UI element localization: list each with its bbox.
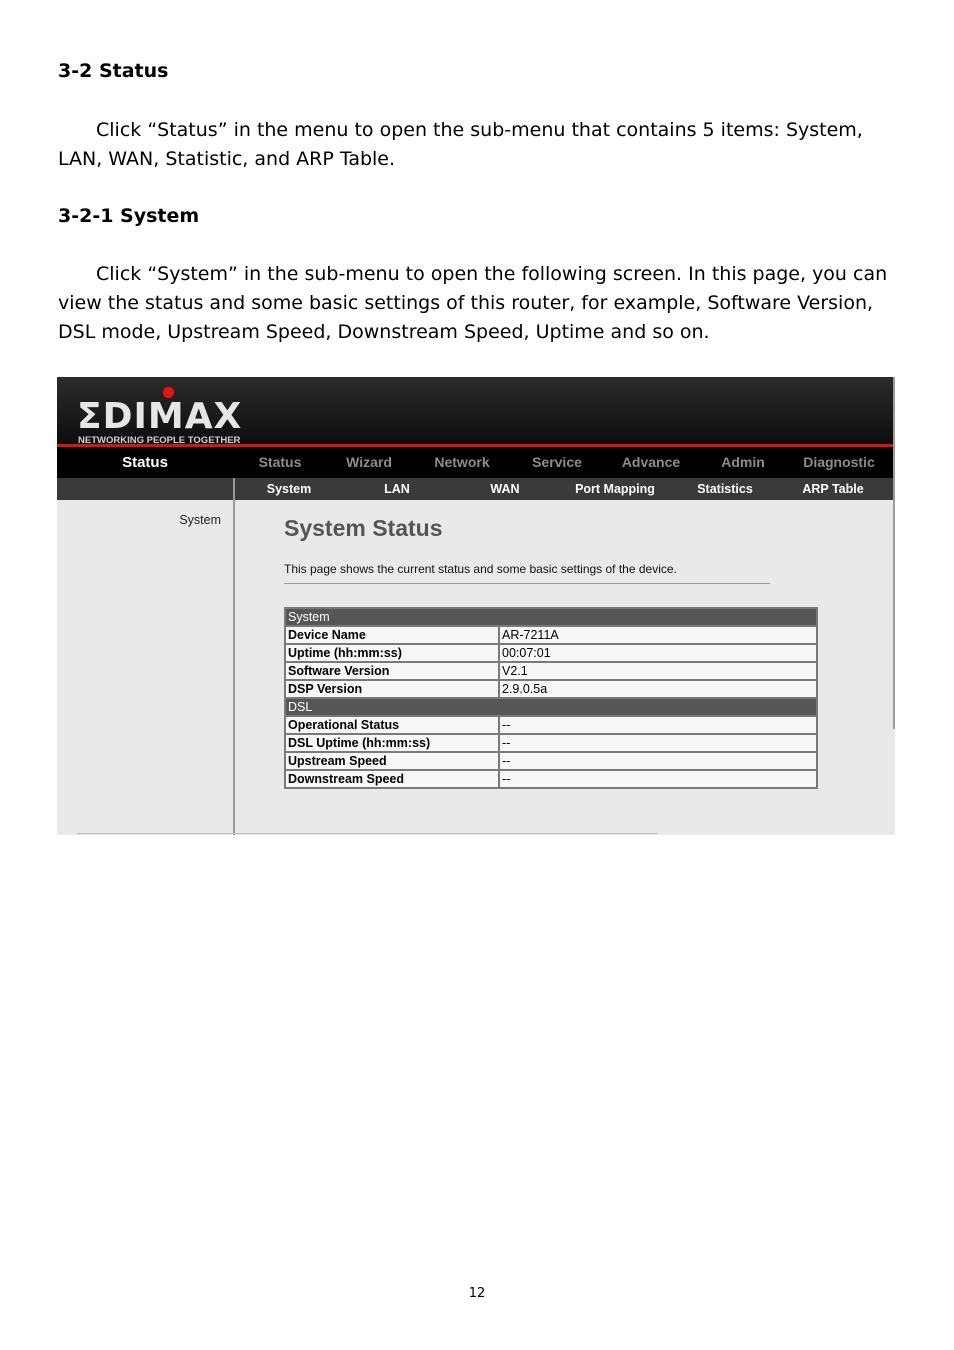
page-description: This page shows the current status and some basic settings of the device. <box>284 562 677 576</box>
sidebar-item-system[interactable]: System <box>179 513 221 527</box>
system-section-label: System <box>285 608 817 626</box>
page-title: System Status <box>284 515 443 541</box>
main-nav-current: Status <box>122 454 168 471</box>
row-label: DSL Uptime (hh:mm:ss) <box>285 734 499 752</box>
row-label: Device Name <box>285 626 499 644</box>
row-label: Downstream Speed <box>285 770 499 788</box>
header-banner <box>57 377 893 447</box>
nav-diagnostic[interactable]: Diagnostic <box>803 454 875 470</box>
subnav-arp-table[interactable]: ARP Table <box>802 482 864 496</box>
sub-nav <box>57 478 893 500</box>
subnav-system[interactable]: System <box>266 482 312 496</box>
subnav-statistics[interactable]: Statistics <box>697 482 753 496</box>
main-nav <box>57 447 893 478</box>
table-row <box>285 662 817 680</box>
page-number: 12 <box>468 1286 486 1301</box>
row-value: AR-7211A <box>499 626 817 644</box>
nav-admin[interactable]: Admin <box>721 454 765 470</box>
row-value: 2.9.0.5a <box>499 680 817 698</box>
row-value: -- <box>499 752 817 770</box>
subnav-lan[interactable]: LAN <box>384 482 410 496</box>
dsl-section-label: DSL <box>285 698 817 716</box>
divider <box>284 583 770 584</box>
row-label: Software Version <box>285 662 499 680</box>
section-paragraph: Click “Status” in the menu to open the sub-menu that contains 5 items: System, LAN, WAN, Statistic, and ARP Table. <box>58 119 863 170</box>
row-label: Upstream Speed <box>285 752 499 770</box>
table-row <box>285 626 817 644</box>
row-value: V2.1 <box>499 662 817 680</box>
nav-advance[interactable]: Advance <box>621 454 681 470</box>
logo-text: ΣDIMAX <box>77 396 243 437</box>
table-row <box>285 680 817 698</box>
router-ui-screenshot <box>57 377 895 835</box>
row-value: -- <box>499 734 817 752</box>
subsection-paragraph: Click “System” in the sub-menu to open the following screen. In this page, you can view the status and some basic settings of this router, for example, Software Version, DSL mode, Upstream Speed, Downstream Speed, Uptime and so on. <box>58 263 888 343</box>
table-row <box>285 770 817 788</box>
row-value: -- <box>499 770 817 788</box>
nav-status[interactable]: Status <box>258 454 302 470</box>
subsection-heading: 3-2-1 System <box>58 205 200 227</box>
row-label: Operational Status <box>285 716 499 734</box>
row-value: -- <box>499 716 817 734</box>
table-row <box>285 644 817 662</box>
row-value: 00:07:01 <box>499 644 817 662</box>
row-label: DSP Version <box>285 680 499 698</box>
bottom-divider <box>77 833 657 834</box>
nav-service[interactable]: Service <box>532 454 582 470</box>
table-section-header <box>285 608 817 626</box>
nav-network[interactable]: Network <box>434 454 490 470</box>
subnav-wan[interactable]: WAN <box>490 482 520 496</box>
section-heading: 3-2 Status <box>58 60 169 82</box>
nav-wizard[interactable]: Wizard <box>346 454 392 470</box>
table-row <box>285 734 817 752</box>
subnav-port-mapping[interactable]: Port Mapping <box>575 482 655 496</box>
table-row <box>285 752 817 770</box>
logo-tagline: NETWORKING PEOPLE TOGETHER <box>78 435 241 446</box>
scrollbar-edge <box>893 377 895 729</box>
row-label: Uptime (hh:mm:ss) <box>285 644 499 662</box>
table-section-header <box>285 698 817 716</box>
table-row <box>285 716 817 734</box>
sidebar-divider <box>233 478 235 835</box>
status-table <box>284 607 818 789</box>
